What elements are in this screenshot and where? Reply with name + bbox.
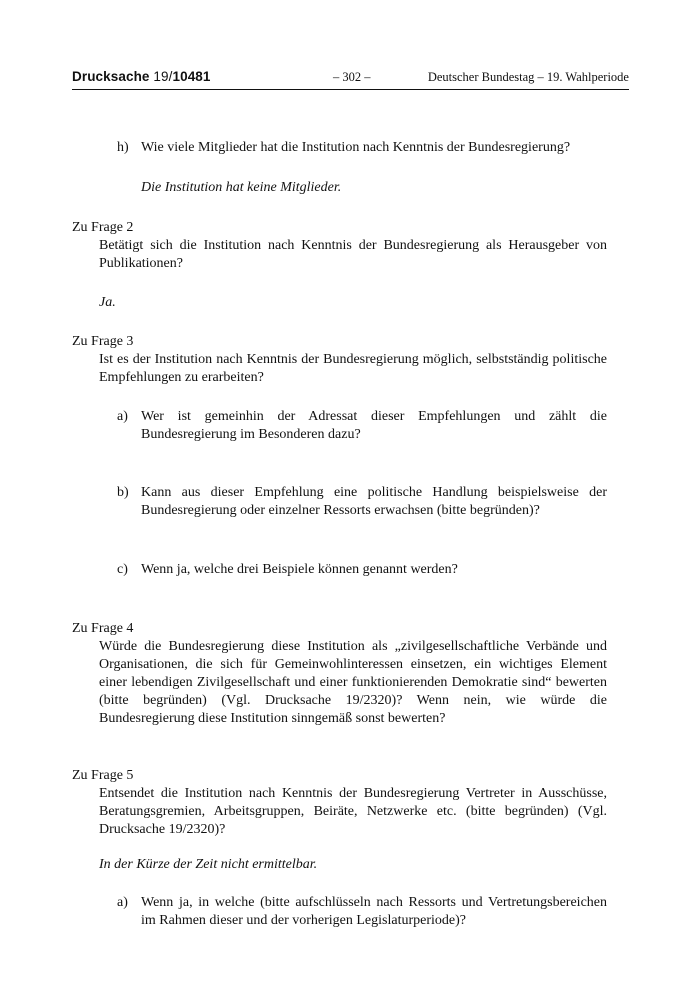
question-3b-line-1: Kann aus dieser Empfehlung eine politische Handlung beispielsweise der bbox=[141, 485, 607, 500]
list-marker-3a: a) bbox=[117, 409, 128, 424]
question-3a-line-2: Bundesregierung im Besonderen dazu? bbox=[141, 427, 361, 442]
list-marker-5a: a) bbox=[117, 895, 128, 910]
list-marker-h: h) bbox=[117, 140, 129, 155]
publisher: Deutscher Bundestag – 19. Wahlperiode bbox=[427, 70, 629, 84]
question-3-line-2: Empfehlungen zu erarbeiten? bbox=[99, 370, 264, 385]
question-4-line-2: Organisationen, die sich für Gemeinwohlinteressen einsetzen, ein wichtiges Element bbox=[99, 657, 607, 672]
list-marker-3b: b) bbox=[117, 485, 129, 500]
document-number-value: 10481 bbox=[172, 69, 211, 84]
page-number: – 302 – bbox=[333, 70, 371, 84]
question-3-line-1: Ist es der Institution nach Kenntnis der Bundesregierung möglich, selbstständig politische bbox=[99, 352, 607, 367]
list-marker-3c: c) bbox=[117, 562, 128, 577]
question-4-line-5: Bundesregierung diese Institution sinngemäß sonst bewerten? bbox=[99, 711, 446, 726]
question-4-line-1: Würde die Bundesregierung diese Institution als „zivilgesellschaftliche Verbände und bbox=[99, 639, 607, 654]
question-5-line-1: Entsendet die Institution nach Kenntnis der Bundesregierung Vertreter in Ausschüsse, bbox=[99, 786, 607, 801]
heading-frage-4: Zu Frage 4 bbox=[72, 621, 134, 636]
question-h: Wie viele Mitglieder hat die Institution nach Kenntnis der Bundesregierung? bbox=[141, 140, 571, 155]
document-label: Drucksache bbox=[72, 69, 150, 84]
document-number bbox=[72, 69, 211, 84]
answer-2: Ja. bbox=[99, 295, 116, 310]
question-5a-line-2: im Rahmen dieser und der vorherigen Legislaturperiode)? bbox=[141, 913, 466, 928]
page-header bbox=[72, 69, 629, 90]
question-2-line-1: Betätigt sich die Institution nach Kenntnis der Bundesregierung als Herausgeber von bbox=[99, 238, 607, 253]
question-2-line-2: Publikationen? bbox=[99, 256, 183, 271]
heading-frage-2: Zu Frage 2 bbox=[72, 220, 134, 235]
question-5-line-3: Drucksache 19/2320)? bbox=[99, 822, 226, 837]
question-4-line-4: (bitte begründen) (Vgl. Drucksache 19/2320)? Wenn nein, wie würde die bbox=[99, 693, 607, 708]
question-4-line-3: einer lebendigen Zivilgesellschaft und einer funktionierenden Demokratie sind“ bewerten bbox=[99, 675, 607, 690]
heading-frage-3: Zu Frage 3 bbox=[72, 334, 134, 349]
answer-h: Die Institution hat keine Mitglieder. bbox=[141, 180, 342, 195]
question-5a-line-1: Wenn ja, in welche (bitte aufschlüsseln nach Ressorts und Vertretungsbereichen bbox=[141, 895, 607, 910]
answer-5: In der Kürze der Zeit nicht ermittelbar. bbox=[99, 857, 318, 872]
question-5-line-2: Beratungsgremien, Arbeitsgruppen, Beiräte, Netzwerke etc. (bitte begründen) (Vgl. bbox=[99, 804, 607, 819]
question-3c-line-1: Wenn ja, welche drei Beispiele können genannt werden? bbox=[141, 562, 458, 577]
document-number-prefix: 19/ bbox=[153, 69, 173, 84]
question-3a-line-1: Wer ist gemeinhin der Adressat dieser Empfehlungen und zählt die bbox=[141, 409, 607, 424]
question-3b-line-2: Bundesregierung oder einzelner Ressorts erwachsen (bitte begründen)? bbox=[141, 503, 540, 518]
heading-frage-5: Zu Frage 5 bbox=[72, 768, 134, 783]
